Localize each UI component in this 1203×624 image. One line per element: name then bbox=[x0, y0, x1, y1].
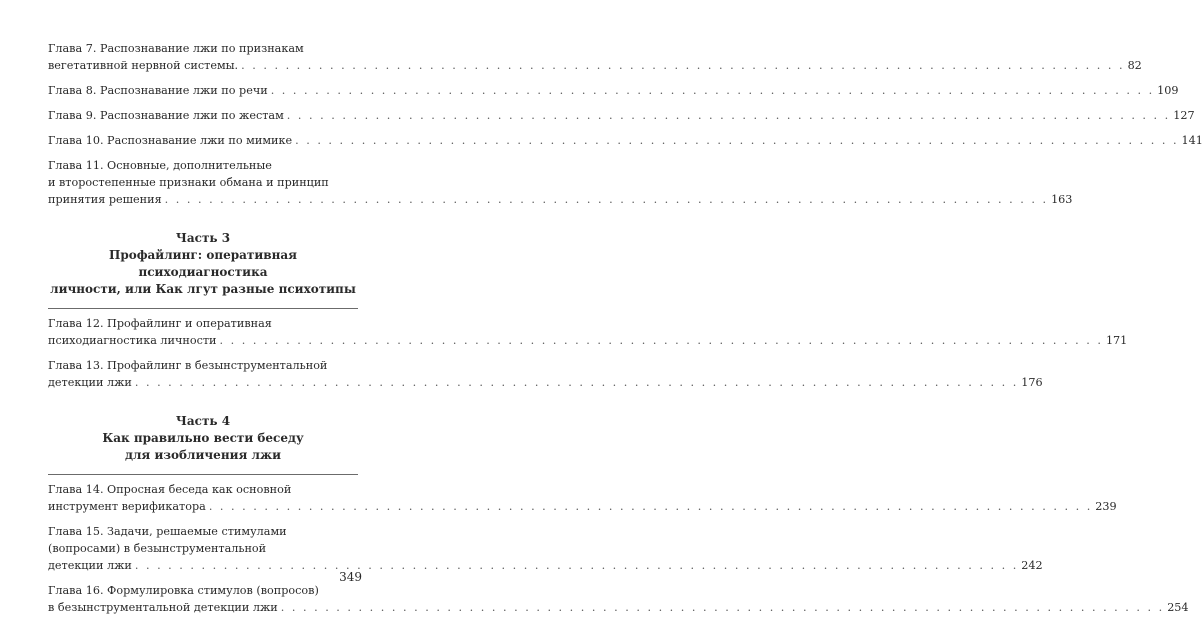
toc-entry-title-line: вегетативной нервной системы. bbox=[48, 59, 239, 72]
toc-entry[interactable] bbox=[48, 157, 1073, 208]
toc-entry[interactable] bbox=[48, 481, 1117, 515]
toc-entry-title-line: и второстепенные признаки обмана и принцип bbox=[48, 176, 329, 189]
toc-entry-title-line: инструмент верификатора bbox=[48, 500, 206, 513]
part-4-subtitle-line-2: для изобличения лжи bbox=[124, 448, 282, 462]
toc-entry-page: 141 bbox=[1181, 134, 1203, 147]
dot-leader: . . . . . . . . . . . . . . . . . . . . . . . . . . . . . . . . . . . . . . . . . . . . . . . . . . . . . . . . . . . . . . . . . . . . . . . . . . . . . . . . bbox=[219, 334, 1103, 347]
toc-entry-title-line: принятия решения bbox=[48, 193, 162, 206]
part-4-divider bbox=[48, 474, 358, 475]
toc-entry-page: 163 bbox=[1051, 193, 1073, 206]
toc-entry-title-line: Глава 11. Основные, дополнительные bbox=[48, 159, 272, 172]
dot-leader: . . . . . . . . . . . . . . . . . . . . . . . . . . . . . . . . . . . . . . . . . . . . . . . . . . . . . . . . . . . . . . . . . . . . . . . . . . . . . . . . bbox=[286, 109, 1171, 122]
toc-entry-title-line: Глава 10. Распознавание лжи по мимике bbox=[48, 134, 293, 147]
dot-leader: . . . . . . . . . . . . . . . . . . . . . . . . . . . . . . . . . . . . . . . . . . . . . . . . . . . . . . . . . . . . . . . . . . . . . . . . . . . . . . . . bbox=[270, 84, 1155, 97]
dot-leader: . . . . . . . . . . . . . . . . . . . . . . . . . . . . . . . . . . . . . . . . . . . . . . . . . . . . . . . . . . . . . . . . . . . . . . . . . . . . . . . . bbox=[134, 376, 1019, 389]
part-3-divider bbox=[48, 308, 358, 309]
dot-leader: . . . . . . . . . . . . . . . . . . . . . . . . . . . . . . . . . . . . . . . . . . . . . . . . . . . . . . . . . . . . . . . . . . . . . . . . . . . . . . . . bbox=[280, 601, 1165, 614]
part-4-subtitle-line-1: Как правильно вести беседу bbox=[102, 431, 304, 445]
toc-entry-page: 242 bbox=[1021, 559, 1043, 572]
toc-entry[interactable] bbox=[48, 132, 1203, 149]
toc-entry-title-line: Глава 14. Опросная беседа как основной bbox=[48, 483, 292, 496]
toc-entry-title-line: детекции лжи bbox=[48, 376, 132, 389]
table-of-contents bbox=[48, 40, 1203, 624]
part-4-title: Часть 4 bbox=[175, 414, 231, 428]
part-3-title: Часть 3 bbox=[175, 231, 231, 245]
toc-entry-page: 109 bbox=[1157, 84, 1179, 97]
toc-entry-page: 239 bbox=[1095, 500, 1117, 513]
toc-entry[interactable] bbox=[48, 315, 1128, 349]
part-3-heading bbox=[48, 230, 358, 298]
toc-entry-title-line: Глава 15. Задачи, решаемые стимулами bbox=[48, 525, 287, 538]
dot-leader: . . . . . . . . . . . . . . . . . . . . . . . . . . . . . . . . . . . . . . . . . . . . . . . . . . . . . . . . . . . . . . . . . . . . . . . . . . . . . . . . bbox=[208, 500, 1093, 513]
toc-entry-title-line: психодиагностика личности bbox=[48, 334, 217, 347]
part-3-subtitle-line-2: личности, или Как лгут разные психотипы bbox=[50, 282, 356, 296]
toc-entry[interactable] bbox=[48, 107, 1195, 124]
dot-leader: . . . . . . . . . . . . . . . . . . . . . . . . . . . . . . . . . . . . . . . . . . . . . . . . . . . . . . . . . . . . . . . . . . . . . . . . . . . . . . . . bbox=[241, 59, 1125, 72]
toc-entry-title-line: в безынструментальной детекции лжи bbox=[48, 601, 278, 614]
toc-entry-title-line: Глава 16. Формулировка стимулов (вопросов) bbox=[48, 584, 319, 597]
dot-leader: . . . . . . . . . . . . . . . . . . . . . . . . . . . . . . . . . . . . . . . . . . . . . . . . . . . . . . . . . . . . . . . . . . . . . . . . . . . . . . . . bbox=[295, 134, 1179, 147]
toc-entry-title-line: детекции лжи bbox=[48, 559, 132, 572]
dot-leader: . . . . . . . . . . . . . . . . . . . . . . . . . . . . . . . . . . . . . . . . . . . . . . . . . . . . . . . . . . . . . . . . . . . . . . . . . . . . . . . . bbox=[134, 559, 1019, 572]
toc-entry[interactable] bbox=[48, 523, 1043, 574]
toc-entry[interactable] bbox=[48, 40, 1142, 74]
toc-entry-title-line: Глава 9. Распознавание лжи по жестам bbox=[48, 109, 284, 122]
toc-entry-page: 254 bbox=[1167, 601, 1189, 614]
toc-entry[interactable] bbox=[48, 357, 1043, 391]
toc-entry-title-line: Глава 12. Профайлинг и оперативная bbox=[48, 317, 272, 330]
dot-leader: . . . . . . . . . . . . . . . . . . . . . . . . . . . . . . . . . . . . . . . . . . . . . . . . . . . . . . . . . . . . . . . . . . . . . . . . . . . . . . . . bbox=[164, 193, 1049, 206]
toc-entry[interactable] bbox=[48, 82, 1179, 99]
toc-entry-title-line: (вопросами) в безынструментальной bbox=[48, 542, 267, 555]
part-4-heading bbox=[48, 413, 358, 464]
toc-entry-title-line: Глава 13. Профайлинг в безынструментальной bbox=[48, 359, 328, 372]
part-3-subtitle-line-1: Профайлинг: оперативная психодиагностика bbox=[108, 248, 297, 279]
toc-entry-title-line: Глава 8. Распознавание лжи по речи bbox=[48, 84, 268, 97]
toc-entry[interactable] bbox=[48, 582, 1189, 616]
toc-entry-page: 127 bbox=[1173, 109, 1195, 122]
toc-entry-title-line: Глава 7. Распознавание лжи по признакам bbox=[48, 42, 304, 55]
toc-group-top bbox=[48, 40, 1203, 208]
toc-group-part-4 bbox=[48, 481, 1189, 616]
toc-entry-page: 82 bbox=[1127, 59, 1142, 72]
toc-entry-page: 171 bbox=[1105, 334, 1128, 347]
toc-entry-page: 176 bbox=[1021, 376, 1043, 389]
toc-group-part-3 bbox=[48, 315, 1128, 391]
page-number: 349 bbox=[339, 570, 362, 584]
